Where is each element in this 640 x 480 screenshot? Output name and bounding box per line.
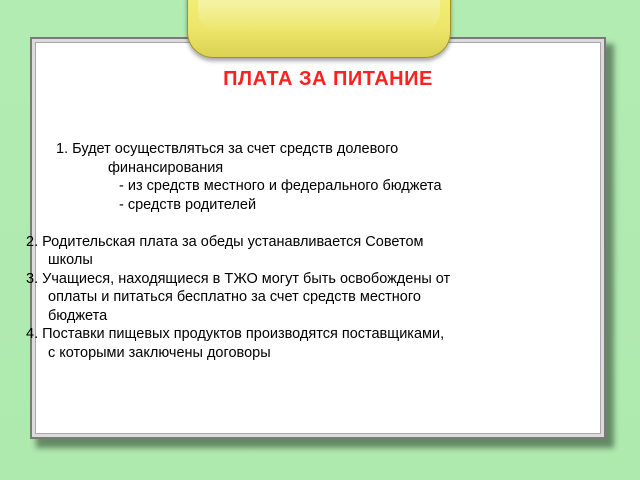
content-list xyxy=(26,140,576,362)
item-2-line-1: 2. Родительская плата за обеды устанавливается Советом xyxy=(26,233,424,250)
item-1-line-1: 1. Будет осуществляться за счет средств долевого xyxy=(56,141,399,157)
paper-sheet xyxy=(26,37,606,439)
clip-tab xyxy=(187,0,451,58)
spacer xyxy=(56,214,576,233)
item-1-sub-2: - средств родителей xyxy=(119,196,257,213)
item-4-line-2: с которыми заключены договоры xyxy=(48,344,271,361)
slide-title: ПЛАТА ЗА ПИТАНИЕ xyxy=(223,68,433,90)
item-2-line-2: школы xyxy=(48,252,93,268)
item-4-line-1: 4. Поставки пищевых продуктов производятся поставщиками, xyxy=(26,326,445,342)
item-3-line-2: оплаты и питаться бесплатно за счет средств местного xyxy=(48,289,421,305)
item-3-line-1: 3. Учащиеся, находящиеся в ТЖО могут быть освобождены от xyxy=(26,270,451,287)
item-3-line-3: бюджета xyxy=(48,307,108,324)
item-1-line-2: финансирования xyxy=(108,159,224,176)
item-1-sub-1: - из средств местного и федерального бюджета xyxy=(119,178,442,194)
